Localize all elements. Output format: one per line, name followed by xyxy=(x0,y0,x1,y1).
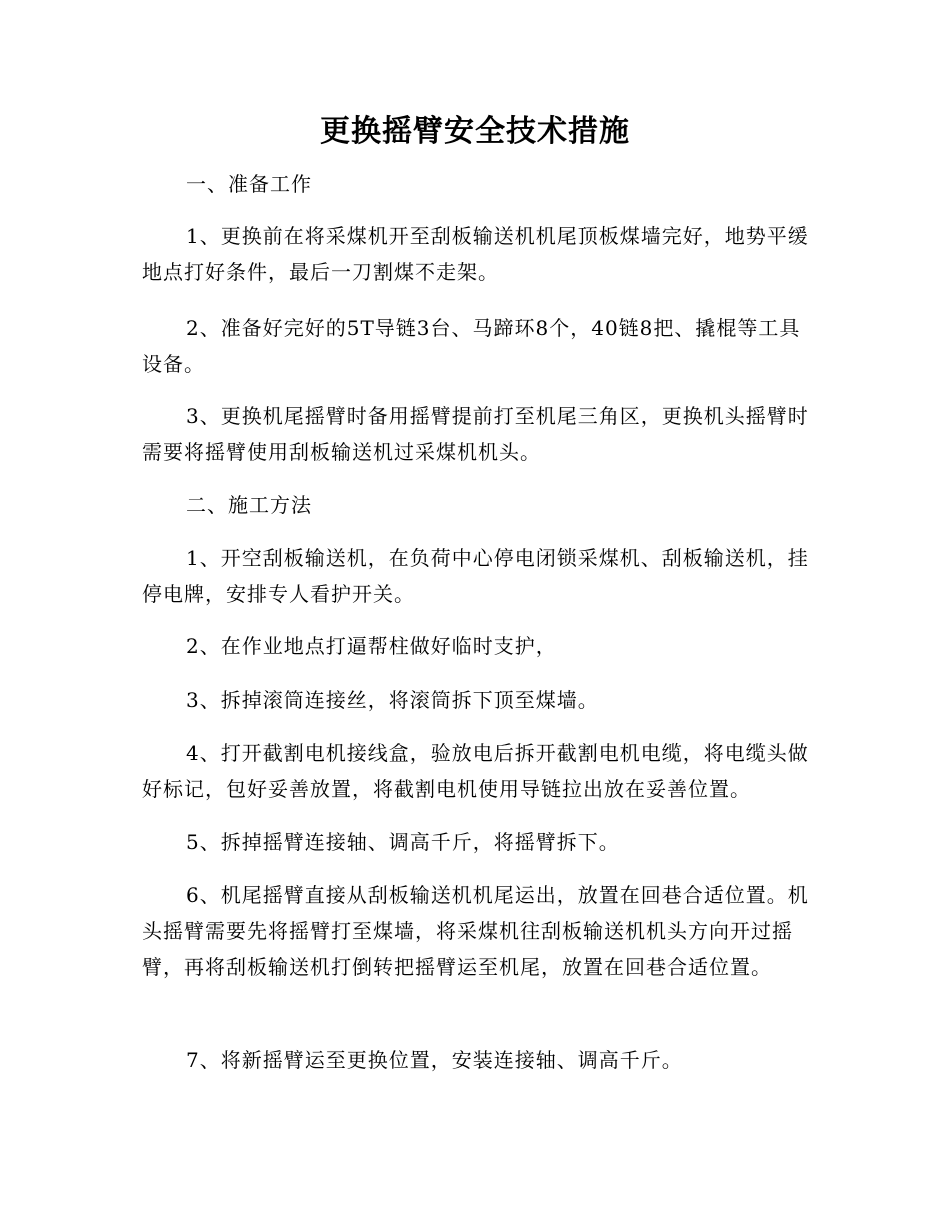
paragraph-method-6: 6、机尾摇臂直接从刮板输送机机尾运出，放置在回巷合适位置。机头摇臂需要先将摇臂打至煤墙，将采煤机往刮板输送机机头方向开过摇臂，再将刮板输送机打倒转把摇臂运至机尾，放置在回巷合适位置。 xyxy=(142,883,809,979)
paragraph-method-4: 4、打开截割电机接线盒，验放电后拆开截割电机电缆，将电缆头做好标记，包好妥善放置，将截割电机使用导链拉出放在妥善位置。 xyxy=(142,741,809,801)
paragraph-method-1: 1、开空刮板输送机，在负荷中心停电闭锁采煤机、刮板输送机，挂停电牌，安排专人看护开关。 xyxy=(142,546,809,606)
paragraph-prep-3: 3、更换机尾摇臂时备用摇臂提前打至机尾三角区，更换机头摇臂时需要将摇臂使用刮板输送机过采煤机机头。 xyxy=(142,404,809,464)
paragraph-method-3: 3、拆掉滚筒连接丝，将滚筒拆下顶至煤墙。 xyxy=(186,688,599,712)
paragraph-prep-2: 2、准备好完好的5T导链3台、马蹄环8个，40链8把、撬棍等工具设备。 xyxy=(142,316,801,376)
paragraph-method-7: 7、将新摇臂运至更换位置，安装连接轴、调高千斤。 xyxy=(186,1048,683,1072)
paragraph-method-2: 2、在作业地点打逼帮柱做好临时支护， xyxy=(186,634,557,658)
section-heading-preparation: 一、准备工作 xyxy=(186,172,312,196)
section-heading-method: 二、施工方法 xyxy=(186,493,312,517)
document-title: 更换摇臂安全技术措施 xyxy=(320,114,630,149)
paragraph-method-5: 5、拆掉摇臂连接轴、调高千斤，将摇臂拆下。 xyxy=(186,830,620,854)
paragraph-prep-1: 1、更换前在将采煤机开至刮板输送机机尾顶板煤墙完好，地势平缓地点打好条件，最后一刀割煤不走架。 xyxy=(142,224,809,284)
